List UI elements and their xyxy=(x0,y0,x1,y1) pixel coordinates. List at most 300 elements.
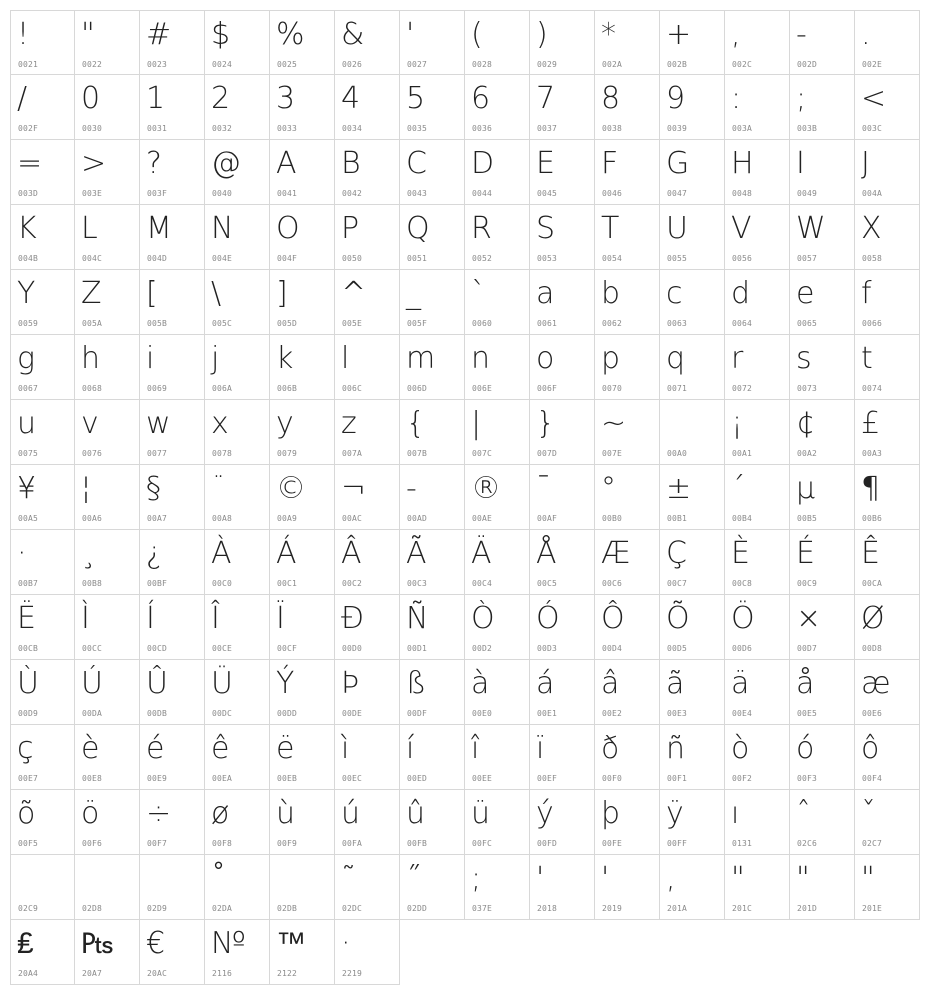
glyph-char: ) xyxy=(536,17,548,52)
glyph-char: 8 xyxy=(601,81,621,116)
glyph-code: 003B xyxy=(797,124,818,133)
glyph-char: ° xyxy=(601,471,616,506)
glyph-code: 00EE xyxy=(472,774,493,783)
glyph-code: 0063 xyxy=(667,319,688,328)
glyph-cell xyxy=(205,400,270,465)
glyph-code: 0029 xyxy=(537,60,558,69)
glyph-code: 00A7 xyxy=(147,514,168,523)
glyph-cell xyxy=(10,465,75,530)
glyph-cell xyxy=(400,530,465,595)
glyph-code: 00F2 xyxy=(732,774,753,783)
glyph-code: 00C0 xyxy=(212,579,233,588)
glyph-char: â xyxy=(601,666,620,701)
glyph-cell xyxy=(530,205,595,270)
glyph-cell xyxy=(725,855,790,920)
glyph-cell xyxy=(205,530,270,595)
glyph-char: å xyxy=(796,666,815,701)
glyph-cell xyxy=(400,725,465,790)
glyph-cell xyxy=(595,270,660,335)
glyph-char: c xyxy=(666,276,683,311)
glyph-char: ™ xyxy=(276,926,306,961)
glyph-char: , xyxy=(731,17,741,52)
glyph-char: / xyxy=(17,81,28,116)
glyph-code: 00FE xyxy=(602,839,623,848)
glyph-char: ˆ xyxy=(796,796,811,831)
glyph-cell xyxy=(270,595,335,660)
glyph-code: 0065 xyxy=(797,319,818,328)
glyph-char: G xyxy=(666,146,690,181)
glyph-cell xyxy=(725,270,790,335)
glyph-char: ₧ xyxy=(81,926,114,961)
glyph-char: O xyxy=(276,211,300,246)
glyph-char: u xyxy=(17,406,37,441)
glyph-code: 0033 xyxy=(277,124,298,133)
glyph-grid xyxy=(10,10,920,985)
glyph-char: p xyxy=(601,341,621,376)
glyph-char: ã xyxy=(666,666,685,701)
glyph-cell xyxy=(335,400,400,465)
glyph-char: } xyxy=(536,406,556,441)
glyph-code: 00E1 xyxy=(537,709,558,718)
glyph-code: 0049 xyxy=(797,189,818,198)
glyph-code: 00C6 xyxy=(602,579,623,588)
glyph-char: Æ xyxy=(601,536,631,571)
glyph-code: 00B4 xyxy=(732,514,753,523)
glyph-code: 00CC xyxy=(82,644,103,653)
glyph-cell xyxy=(725,140,790,205)
glyph-code: 006F xyxy=(537,384,558,393)
glyph-cell xyxy=(270,205,335,270)
glyph-code: 201D xyxy=(797,904,818,913)
glyph-code: 0022 xyxy=(82,60,103,69)
glyph-char: j xyxy=(211,341,220,376)
glyph-cell xyxy=(725,660,790,725)
glyph-code: 2116 xyxy=(212,969,233,978)
glyph-char: ì xyxy=(341,731,350,766)
glyph-char: ß xyxy=(406,666,427,701)
glyph-cell xyxy=(595,400,660,465)
glyph-char: 5 xyxy=(406,81,426,116)
glyph-char: ˇ xyxy=(861,796,876,831)
glyph-code: 20A7 xyxy=(82,969,103,978)
glyph-code: 037E xyxy=(472,904,493,913)
glyph-cell xyxy=(270,270,335,335)
glyph-code: 20A4 xyxy=(18,969,39,978)
glyph-code: 00E4 xyxy=(732,709,753,718)
glyph-cell xyxy=(790,270,855,335)
glyph-code: 201E xyxy=(862,904,883,913)
glyph-cell xyxy=(465,140,530,205)
glyph-code: 00EA xyxy=(212,774,233,783)
glyph-char: ´ xyxy=(731,471,746,506)
glyph-cell xyxy=(725,205,790,270)
glyph-cell xyxy=(335,140,400,205)
glyph-code: 0078 xyxy=(212,449,233,458)
glyph-char: [ xyxy=(146,276,158,311)
glyph-code: 0051 xyxy=(407,254,428,263)
glyph-char: é xyxy=(146,731,165,766)
glyph-code: 00F7 xyxy=(147,839,168,848)
glyph-char: " xyxy=(81,17,95,52)
glyph-char: + xyxy=(666,17,692,52)
glyph-char: f xyxy=(861,276,872,311)
glyph-char: I xyxy=(796,146,805,181)
glyph-code: 004B xyxy=(18,254,39,263)
glyph-cell xyxy=(530,75,595,140)
glyph-cell xyxy=(75,920,140,985)
glyph-char: - xyxy=(406,471,417,506)
glyph-code: 00EF xyxy=(537,774,558,783)
glyph-cell xyxy=(335,10,400,75)
glyph-code: 00CD xyxy=(147,644,168,653)
glyph-code: 0048 xyxy=(732,189,753,198)
glyph-code: 00D7 xyxy=(797,644,818,653)
glyph-char: Ô xyxy=(601,601,625,636)
glyph-char: î xyxy=(471,731,480,766)
glyph-cell xyxy=(400,10,465,75)
glyph-cell xyxy=(790,660,855,725)
glyph-code: 0066 xyxy=(862,319,883,328)
glyph-code: 0047 xyxy=(667,189,688,198)
glyph-cell xyxy=(660,335,725,400)
glyph-cell xyxy=(855,790,920,855)
glyph-code: 003E xyxy=(82,189,103,198)
glyph-char: b xyxy=(601,276,621,311)
glyph-code: 00DB xyxy=(147,709,168,718)
glyph-code: 002B xyxy=(667,60,688,69)
glyph-cell xyxy=(530,595,595,660)
glyph-code: 00FB xyxy=(407,839,428,848)
glyph-char: Ø xyxy=(861,601,885,636)
glyph-cell xyxy=(790,530,855,595)
glyph-code: 0046 xyxy=(602,189,623,198)
glyph-char: á xyxy=(536,666,555,701)
glyph-char: s xyxy=(796,341,812,376)
glyph-code: 201A xyxy=(667,904,688,913)
glyph-code: 00D0 xyxy=(342,644,363,653)
glyph-cell xyxy=(75,400,140,465)
glyph-code: 003A xyxy=(732,124,753,133)
glyph-code: 007B xyxy=(407,449,428,458)
glyph-code: 005D xyxy=(277,319,298,328)
glyph-char: ¶ xyxy=(861,471,881,506)
glyph-cell xyxy=(465,855,530,920)
glyph-cell xyxy=(335,790,400,855)
glyph-char: Ä xyxy=(471,536,492,571)
glyph-code: 02D9 xyxy=(147,904,168,913)
glyph-cell xyxy=(790,855,855,920)
glyph-cell xyxy=(660,75,725,140)
glyph-char: = xyxy=(17,146,43,181)
glyph-code: 005F xyxy=(407,319,428,328)
glyph-char: û xyxy=(406,796,426,831)
glyph-char: · xyxy=(341,926,351,961)
glyph-cell xyxy=(270,920,335,985)
glyph-code: 02C6 xyxy=(797,839,818,848)
glyph-char: : xyxy=(731,81,742,116)
glyph-cell xyxy=(140,725,205,790)
glyph-char: m xyxy=(406,341,436,376)
glyph-code: 00F6 xyxy=(82,839,103,848)
glyph-char: , xyxy=(666,861,676,896)
glyph-code: 00B6 xyxy=(862,514,883,523)
glyph-code: 00C5 xyxy=(537,579,558,588)
glyph-cell xyxy=(725,400,790,465)
glyph-char: € xyxy=(146,926,166,961)
glyph-char: æ xyxy=(861,666,891,701)
glyph-cell xyxy=(465,10,530,75)
glyph-code: 002C xyxy=(732,60,753,69)
glyph-cell xyxy=(205,140,270,205)
glyph-code: 003C xyxy=(862,124,883,133)
glyph-code: 02DC xyxy=(342,904,363,913)
glyph-char: W xyxy=(796,211,826,246)
glyph-cell xyxy=(725,595,790,660)
glyph-char: h xyxy=(81,341,101,376)
glyph-char: Í xyxy=(146,601,155,636)
glyph-char: | xyxy=(471,406,482,441)
glyph-code: 006C xyxy=(342,384,363,393)
glyph-code: 0031 xyxy=(147,124,168,133)
glyph-char: Ý xyxy=(276,666,295,701)
glyph-char: ¥ xyxy=(17,471,37,506)
glyph-cell xyxy=(660,660,725,725)
glyph-code: 0045 xyxy=(537,189,558,198)
glyph-char: l xyxy=(341,341,350,376)
glyph-code: 0026 xyxy=(342,60,363,69)
glyph-cell xyxy=(400,140,465,205)
glyph-code: 002E xyxy=(862,60,883,69)
glyph-cell xyxy=(400,270,465,335)
glyph-code: 00A5 xyxy=(18,514,39,523)
glyph-code: 00A8 xyxy=(212,514,233,523)
glyph-code: 007A xyxy=(342,449,363,458)
glyph-code: 00DC xyxy=(212,709,233,718)
glyph-code: 20AC xyxy=(147,969,168,978)
glyph-char: Û xyxy=(146,666,168,701)
glyph-char: ô xyxy=(861,731,880,766)
glyph-char: © xyxy=(276,471,306,506)
glyph-char: ä xyxy=(731,666,750,701)
glyph-code: 02D8 xyxy=(82,904,103,913)
glyph-char: X xyxy=(861,211,882,246)
glyph-char: ] xyxy=(276,276,288,311)
glyph-char: ø xyxy=(211,796,230,831)
glyph-cell xyxy=(140,790,205,855)
glyph-cell xyxy=(465,790,530,855)
glyph-code: 00FA xyxy=(342,839,363,848)
glyph-code: 00E8 xyxy=(82,774,103,783)
glyph-cell xyxy=(270,855,335,920)
glyph-char: < xyxy=(861,81,887,116)
glyph-code: 0036 xyxy=(472,124,493,133)
glyph-cell xyxy=(660,595,725,660)
glyph-code: 00AF xyxy=(537,514,558,523)
glyph-char: z xyxy=(341,406,357,441)
glyph-cell xyxy=(530,725,595,790)
glyph-cell xyxy=(75,140,140,205)
glyph-char: P xyxy=(341,211,360,246)
glyph-char: ¿ xyxy=(146,536,163,571)
glyph-char: ¢ xyxy=(796,406,816,441)
glyph-char: ˝ xyxy=(406,861,421,896)
glyph-code: 0062 xyxy=(602,319,623,328)
glyph-char: 3 xyxy=(276,81,296,116)
glyph-cell xyxy=(75,75,140,140)
glyph-code: 00F4 xyxy=(862,774,883,783)
glyph-cell xyxy=(595,530,660,595)
glyph-char: R xyxy=(471,211,492,246)
glyph-code: 00C9 xyxy=(797,579,818,588)
glyph-char: 9 xyxy=(666,81,686,116)
glyph-code: 0071 xyxy=(667,384,688,393)
glyph-char: ü xyxy=(471,796,491,831)
glyph-code: 007D xyxy=(537,449,558,458)
glyph-char: 6 xyxy=(471,81,491,116)
glyph-char: 2 xyxy=(211,81,231,116)
glyph-cell xyxy=(205,855,270,920)
glyph-cell xyxy=(595,140,660,205)
glyph-char: y xyxy=(276,406,294,441)
glyph-char: > xyxy=(81,146,107,181)
glyph-char: ₤ xyxy=(17,926,34,961)
glyph-code: 004A xyxy=(862,189,883,198)
glyph-cell xyxy=(270,725,335,790)
glyph-code: 0058 xyxy=(862,254,883,263)
glyph-code: 2219 xyxy=(342,969,363,978)
glyph-cell xyxy=(465,335,530,400)
glyph-cell xyxy=(790,790,855,855)
glyph-char: 1 xyxy=(146,81,166,116)
glyph-char: Á xyxy=(276,536,297,571)
glyph-cell xyxy=(75,10,140,75)
glyph-char: ! xyxy=(17,17,30,52)
glyph-code: 0024 xyxy=(212,60,233,69)
glyph-char: ñ xyxy=(666,731,686,766)
glyph-code: 02C9 xyxy=(18,904,39,913)
glyph-char: Y xyxy=(17,276,36,311)
glyph-char: i xyxy=(146,341,155,376)
glyph-cell xyxy=(725,465,790,530)
glyph-code: 00D5 xyxy=(667,644,688,653)
glyph-char: Å xyxy=(536,536,557,571)
glyph-code: 004F xyxy=(277,254,298,263)
glyph-code: 00CE xyxy=(212,644,233,653)
glyph-code: 0027 xyxy=(407,60,428,69)
glyph-code: 00F8 xyxy=(212,839,233,848)
glyph-code: 0073 xyxy=(797,384,818,393)
glyph-code: 0055 xyxy=(667,254,688,263)
glyph-code: 0037 xyxy=(537,124,558,133)
glyph-char: þ xyxy=(601,796,621,831)
glyph-cell xyxy=(270,335,335,400)
glyph-code: 006D xyxy=(407,384,428,393)
glyph-cell xyxy=(75,790,140,855)
glyph-cell xyxy=(465,205,530,270)
glyph-cell xyxy=(10,920,75,985)
glyph-char: № xyxy=(211,926,246,961)
glyph-code: 00F0 xyxy=(602,774,623,783)
glyph-cell xyxy=(790,10,855,75)
glyph-cell xyxy=(465,400,530,465)
glyph-code: 0041 xyxy=(277,189,298,198)
glyph-cell xyxy=(270,10,335,75)
glyph-char: t xyxy=(861,341,873,376)
glyph-code: 0023 xyxy=(147,60,168,69)
glyph-code: 0035 xyxy=(407,124,428,133)
glyph-code: 0069 xyxy=(147,384,168,393)
glyph-cell xyxy=(790,400,855,465)
glyph-cell xyxy=(205,205,270,270)
glyph-char: ¸ xyxy=(81,536,96,571)
glyph-char: . xyxy=(861,17,871,52)
glyph-cell xyxy=(10,335,75,400)
glyph-cell xyxy=(855,465,920,530)
glyph-code: 00A3 xyxy=(862,449,883,458)
glyph-char: $ xyxy=(211,17,231,52)
glyph-code: 007C xyxy=(472,449,493,458)
glyph-cell xyxy=(790,725,855,790)
glyph-char: ® xyxy=(471,471,501,506)
glyph-code: 00E7 xyxy=(18,774,39,783)
glyph-char: ± xyxy=(666,471,692,506)
glyph-char: A xyxy=(276,146,297,181)
glyph-cell xyxy=(725,790,790,855)
glyph-code: 00D6 xyxy=(732,644,753,653)
glyph-cell xyxy=(140,75,205,140)
glyph-cell xyxy=(205,10,270,75)
glyph-code: 00A0 xyxy=(667,449,688,458)
glyph-char: à xyxy=(471,666,490,701)
glyph-code: 0044 xyxy=(472,189,493,198)
glyph-cell xyxy=(790,205,855,270)
glyph-cell xyxy=(465,725,530,790)
glyph-code: 00C2 xyxy=(342,579,363,588)
glyph-code: 00CB xyxy=(18,644,39,653)
glyph-cell xyxy=(465,660,530,725)
glyph-code: 00AC xyxy=(342,514,363,523)
glyph-code: 00B0 xyxy=(602,514,623,523)
glyph-cell xyxy=(270,140,335,205)
glyph-code: 00D3 xyxy=(537,644,558,653)
glyph-cell xyxy=(530,790,595,855)
glyph-char: D xyxy=(471,146,495,181)
glyph-cell xyxy=(10,10,75,75)
glyph-code: 00C1 xyxy=(277,579,298,588)
glyph-char: " xyxy=(861,861,875,896)
glyph-cell xyxy=(855,270,920,335)
glyph-char: § xyxy=(146,471,161,506)
glyph-cell xyxy=(335,335,400,400)
glyph-char: è xyxy=(81,731,100,766)
glyph-cell xyxy=(660,530,725,595)
glyph-char: í xyxy=(406,731,415,766)
glyph-code: 00A1 xyxy=(732,449,753,458)
glyph-char: ¯ xyxy=(536,471,551,506)
glyph-code: 00AD xyxy=(407,514,428,523)
glyph-code: 002F xyxy=(18,124,39,133)
glyph-code: 00C3 xyxy=(407,579,428,588)
glyph-char: Î xyxy=(211,601,220,636)
glyph-cell xyxy=(595,205,660,270)
glyph-char: ? xyxy=(146,146,162,181)
glyph-char: U xyxy=(666,211,688,246)
glyph-cell xyxy=(205,920,270,985)
glyph-cell xyxy=(855,725,920,790)
glyph-code: 2018 xyxy=(537,904,558,913)
glyph-char: o xyxy=(536,341,555,376)
glyph-char: r xyxy=(731,341,744,376)
